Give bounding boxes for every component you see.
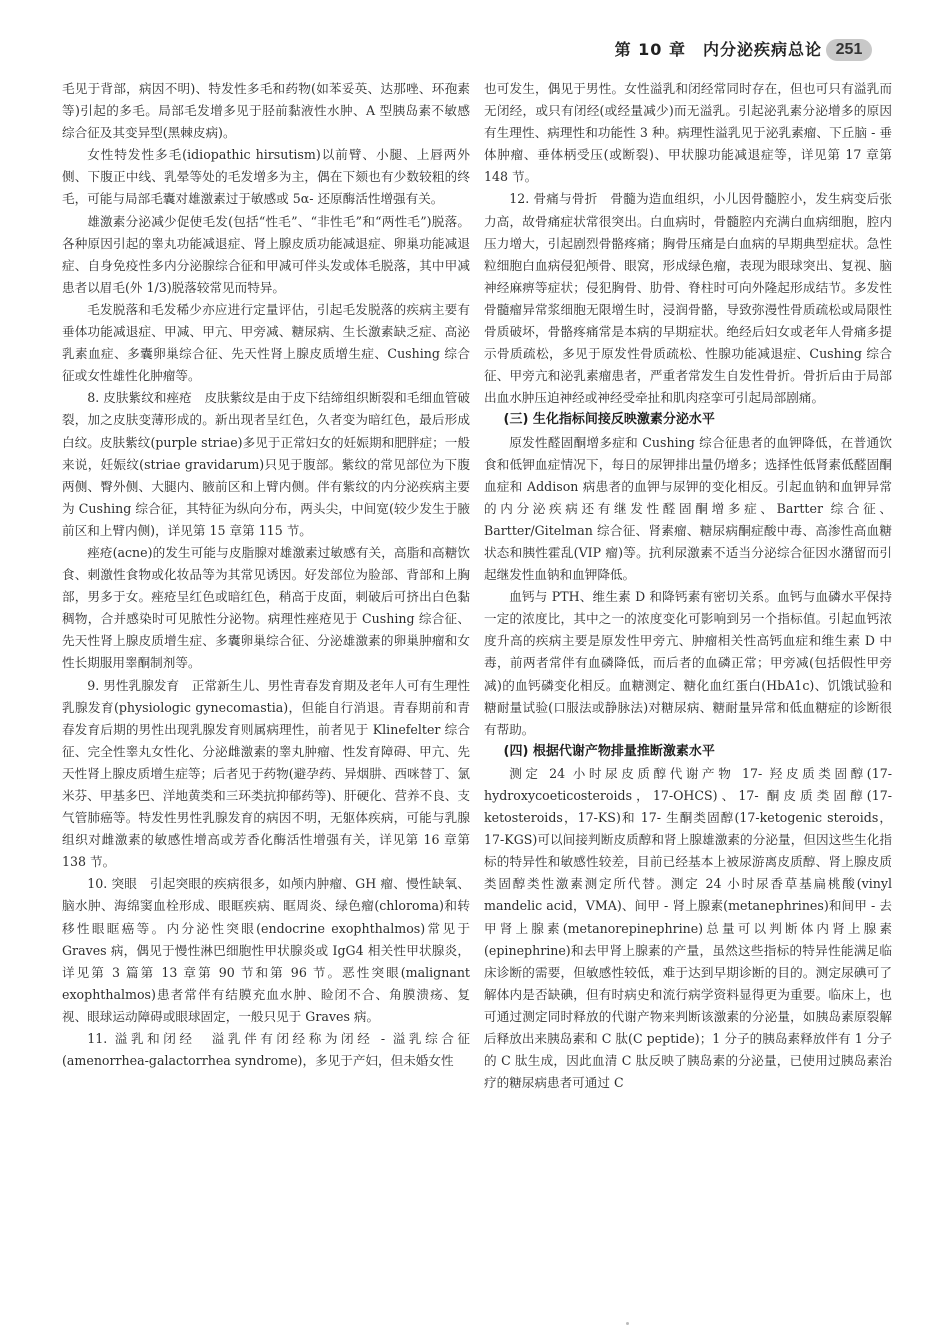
right-column — [484, 78, 892, 1094]
paragraph: 女性特发性多毛(idiopathic hirsutism)以前臂、小腿、上唇两外侧、下腹正中线、乳晕等处的毛发增多为主，偶在下颏也有少数较粗的终毛，可能与局部毛囊对雄激素过于敏感或 5α- 还原酶活性增强有关。 — [62, 147, 470, 207]
paragraph: 原发性醛固酮增多症和 Cushing 综合征患者的血钾降低，在普通饮食和低钾血症情况下，每日的尿钾排出量仍增多；选择性低肾素低醛固酮血症和 Addison 病患者的血钾与尿钾的变化相反。引起血钠和血钾异常的内分泌疾病还有继发性醛固酮增多症、Bartter 综合征、Bartter/Gitelman 综合征、肾素瘤、糖尿病酮症酸中毒、高渗性高血糖状态和胰性霍乱(VIP 瘤)等。抗利尿激素不适当分泌综合征因水潴留而引起继发性血钠和血钾降低。 — [484, 434, 892, 583]
paragraph: 痤疮(acne)的发生可能与皮脂腺对雄激素过敏感有关，高脂和高糖饮食、刺激性食物或化妆品等为其常见诱因。好发部位为脸部、背部和上胸部，男多于女。痤疮呈红色或暗红色，稍高于皮面，刺破后可挤出白色黏稠物，合并感染时可见脓性分泌物。病理性痤疮见于 Cushing 综合征、先天性肾上腺皮质增生症、多囊卵巢综合征、分泌雄激素的卵巢肿瘤和女性长期服用睾酮制剂等。 — [62, 544, 470, 671]
paragraph: 10. 突眼 引起突眼的疾病很多，如颅内肿瘤、GH 瘤、慢性缺氧、脑水肿、海绵窦血栓形成、眼眶疾病、眶周炎、绿色瘤(chloroma)和转移性眼眶癌等。内分泌性突眼(endocrine exophthalmos)常见于 Graves 病，偶见于慢性淋巴细胞性甲状腺炎或 IgG4 相关性甲状腺炎，详见第 3 篇第 13 章第 90 节和第 96 节。恶性突眼(malignant exophthalmos)患者常伴有结膜充血水肿、睑闭不合、角膜溃疡、复视、眼球运动障碍或眼球固定，一般只见于 Graves 病。 — [62, 876, 470, 1024]
paragraph: 血钙与 PTH、维生素 D 和降钙素有密切关系。血钙与血磷水平保持一定的浓度比，其中之一的浓度变化可影响到另一个指标值。引起血钙浓度升高的疾病主要是原发性甲旁亢、肿瘤相关性高钙血症和维生素 D 中毒，前两者常伴有血磷降低，而后者的血磷正常；甲旁减(包括假性甲旁减)的血钙磷变化相反。血糖测定、糖化血红蛋白(HbA1c)、饥饿试验和糖耐量试验(口服法或静脉法)对糖尿病、糖耐量异常和低血糖症的诊断很有帮助。 — [484, 589, 892, 737]
paragraph: 11. 溢乳和闭经 溢乳伴有闭经称为闭经 - 溢乳综合征(amenorrhea-galactorrhea syndrome)，多见于产妇，但未婚女性 — [62, 1031, 470, 1069]
chapter-title: 第 10 章 内分泌疾病总论 — [614, 40, 822, 59]
paragraph: 测定 24 小时尿皮质醇代谢产物 17- 羟皮质类固醇(17-hydroxycoeticosteroids，17-OHCS)、17- 酮皮质类固醇(17-ketosteroids，17-KS)和 17- 生酮类固醇(17-ketogenic steroids，17-KGS)可以间接判断皮质醇和肾上腺雄激素的分泌量，但因这些生化指标的特异性和敏感性较差，目前已经基本上被尿游离皮质醇、肾上腺皮质类固醇类性激素测定所代替。测定 24 小时尿香草基扁桃酸(vinyl mandelic acid，VMA)、间甲 - 肾上腺素(metanephrines)和间甲 - 去甲肾上腺素(metanorepinephrine)总量可以判断体内肾上腺素(epinephrine)和去甲肾上腺素的产量，虽然这些指标的特异性能满足临床诊断的需要，但敏感性较低，难于达到早期诊断的目的。测定尿碘可了解体内是否缺碘，但有时病史和流行病学资料显得更为重要。临床上，也可通过测定同时释放的代谢产物来判断该激素的分泌量，如胰岛素原裂解后释放出来胰岛素和 C 肽(C peptide)；1 分子的胰岛素释放伴有 1 分子的 C 肽生成，因此血清 C 肽反映了胰岛素的分泌量，已使用过胰岛素治疗的糖尿病患者可通过 C — [484, 765, 892, 1091]
page-header — [0, 38, 950, 62]
paragraph: 毛发脱落和毛发稀少亦应进行定量评估，引起毛发脱落的疾病主要有垂体功能减退症、甲减、甲亢、甲旁减、糖尿病、生长激素缺乏症、高泌乳素血症、多囊卵巢综合征、先天性肾上腺皮质增生症、Cushing 综合征或女性雄性化肿瘤等。 — [62, 301, 470, 384]
scan-speck — [626, 1322, 629, 1325]
page-number-badge: 251 — [826, 39, 872, 61]
paragraph: 也可发生，偶见于男性。女性溢乳和闭经常同时存在，但也可只有溢乳而无闭经，或只有闭经(或经量减少)而无溢乳。引起泌乳素分泌增多的原因有生理性、病理性和功能性 3 种。病理性溢乳见于泌乳素瘤、下丘脑 - 垂体肿瘤、垂体柄受压(或断裂)、甲状腺功能减退症等，详见第 17 章第 148 节。 — [484, 81, 892, 185]
paragraph: 9. 男性乳腺发育 正常新生儿、男性青春发育期及老年人可有生理性乳腺发育(physiologic gynecomastia)，但能自行消退。青春期前和青春发育后期的男性出现乳腺发育则属病理性，前者见于 Klinefelter 综合征、完全性睾丸女性化、分泌雌激素的睾丸肿瘤、性发育障碍、甲亢、先天性肾上腺皮质增生症等；后者见于药物(避孕药、异烟肼、西咪替丁、氯米芬、甲基多巴、洋地黄类和三环类抗抑郁药等)、肝硬化、营养不良、支气管肺癌等。特发性男性乳腺发育的病因不明，无躯体疾病，可能与乳腺组织对雌激素的敏感性增高或芳香化酶活性增强有关，详见第 16 章第 138 节。 — [62, 677, 470, 870]
paragraph: 毛见于背部，病因不明)、特发性多毛和药物(如苯妥英、达那唑、环孢素等)引起的多毛。局部毛发增多见于胫前黏液性水肿、A 型胰岛素不敏感综合征及其变异型(黑棘皮病)。 — [62, 81, 470, 141]
section-heading: (四) 根据代谢产物排量推断激素水平 — [503, 743, 715, 759]
section-heading: (三) 生化指标间接反映激素分泌水平 — [503, 412, 715, 428]
left-column — [62, 78, 470, 1072]
paragraph: 8. 皮肤紫纹和痤疮 皮肤紫纹是由于皮下结缔组织断裂和毛细血管破裂，加之皮肤变薄形成的。新出现者呈红色，久者变为暗红色，最后形成白纹。皮肤紫纹(purple striae)多见于正常妇女的妊娠期和肥胖症；一般来说，妊娠纹(striae gravidarum)只见于腹部。紫纹的常见部位为下腹两侧、臀外侧、大腿内、腋前区和上臂内侧。伴有紫纹的内分泌疾病主要为 Cushing 综合征，其特征为纵向分布，两头尖，中间宽(较少发生于腋前区和上臂内侧)，详见第 15 章第 115 节。 — [62, 390, 470, 538]
paragraph: 雄激素分泌减少促使毛发(包括“性毛”、“非性毛”和“两性毛”)脱落。各种原因引起的睾丸功能减退症、肾上腺皮质功能减退症、卵巢功能减退症、自身免疫性多内分泌腺综合征和甲减可伴头发或体毛脱落，其中甲减患者以眉毛(外 1/3)脱落较常见而特异。 — [62, 213, 470, 295]
paragraph: 12. 骨痛与骨折 骨髓为造血组织，小儿因骨髓腔小，发生病变后张力高，故骨痛症状常很突出。白血病时，骨髓腔内充满白血病细胞，腔内压力增大，引起剧烈骨骼疼痛；胸骨压痛是白血病的早期典型症状。急性粒细胞白血病侵犯颅骨、眼窝，形成绿色瘤，表现为眼球突出、复视、脑神经麻痹等症状；侵犯胸骨、肋骨、脊柱时可向外隆起形成结节。多发性骨髓瘤异常浆细胞无限增生时，浸润骨骼，导致弥漫性骨质疏松或局限性骨质破坏，骨骼疼痛常是本病的早期症状。绝经后妇女或老年人骨痛多提示骨质疏松，多见于原发性骨质疏松、性腺功能减退症、Cushing 综合征、甲旁亢和泌乳素瘤患者，严重者常发生自发性骨折。骨折后由于局部出血水肿压迫神经或神经受牵扯和肌肉痉挛可引起局部剧痛。 — [484, 191, 892, 406]
